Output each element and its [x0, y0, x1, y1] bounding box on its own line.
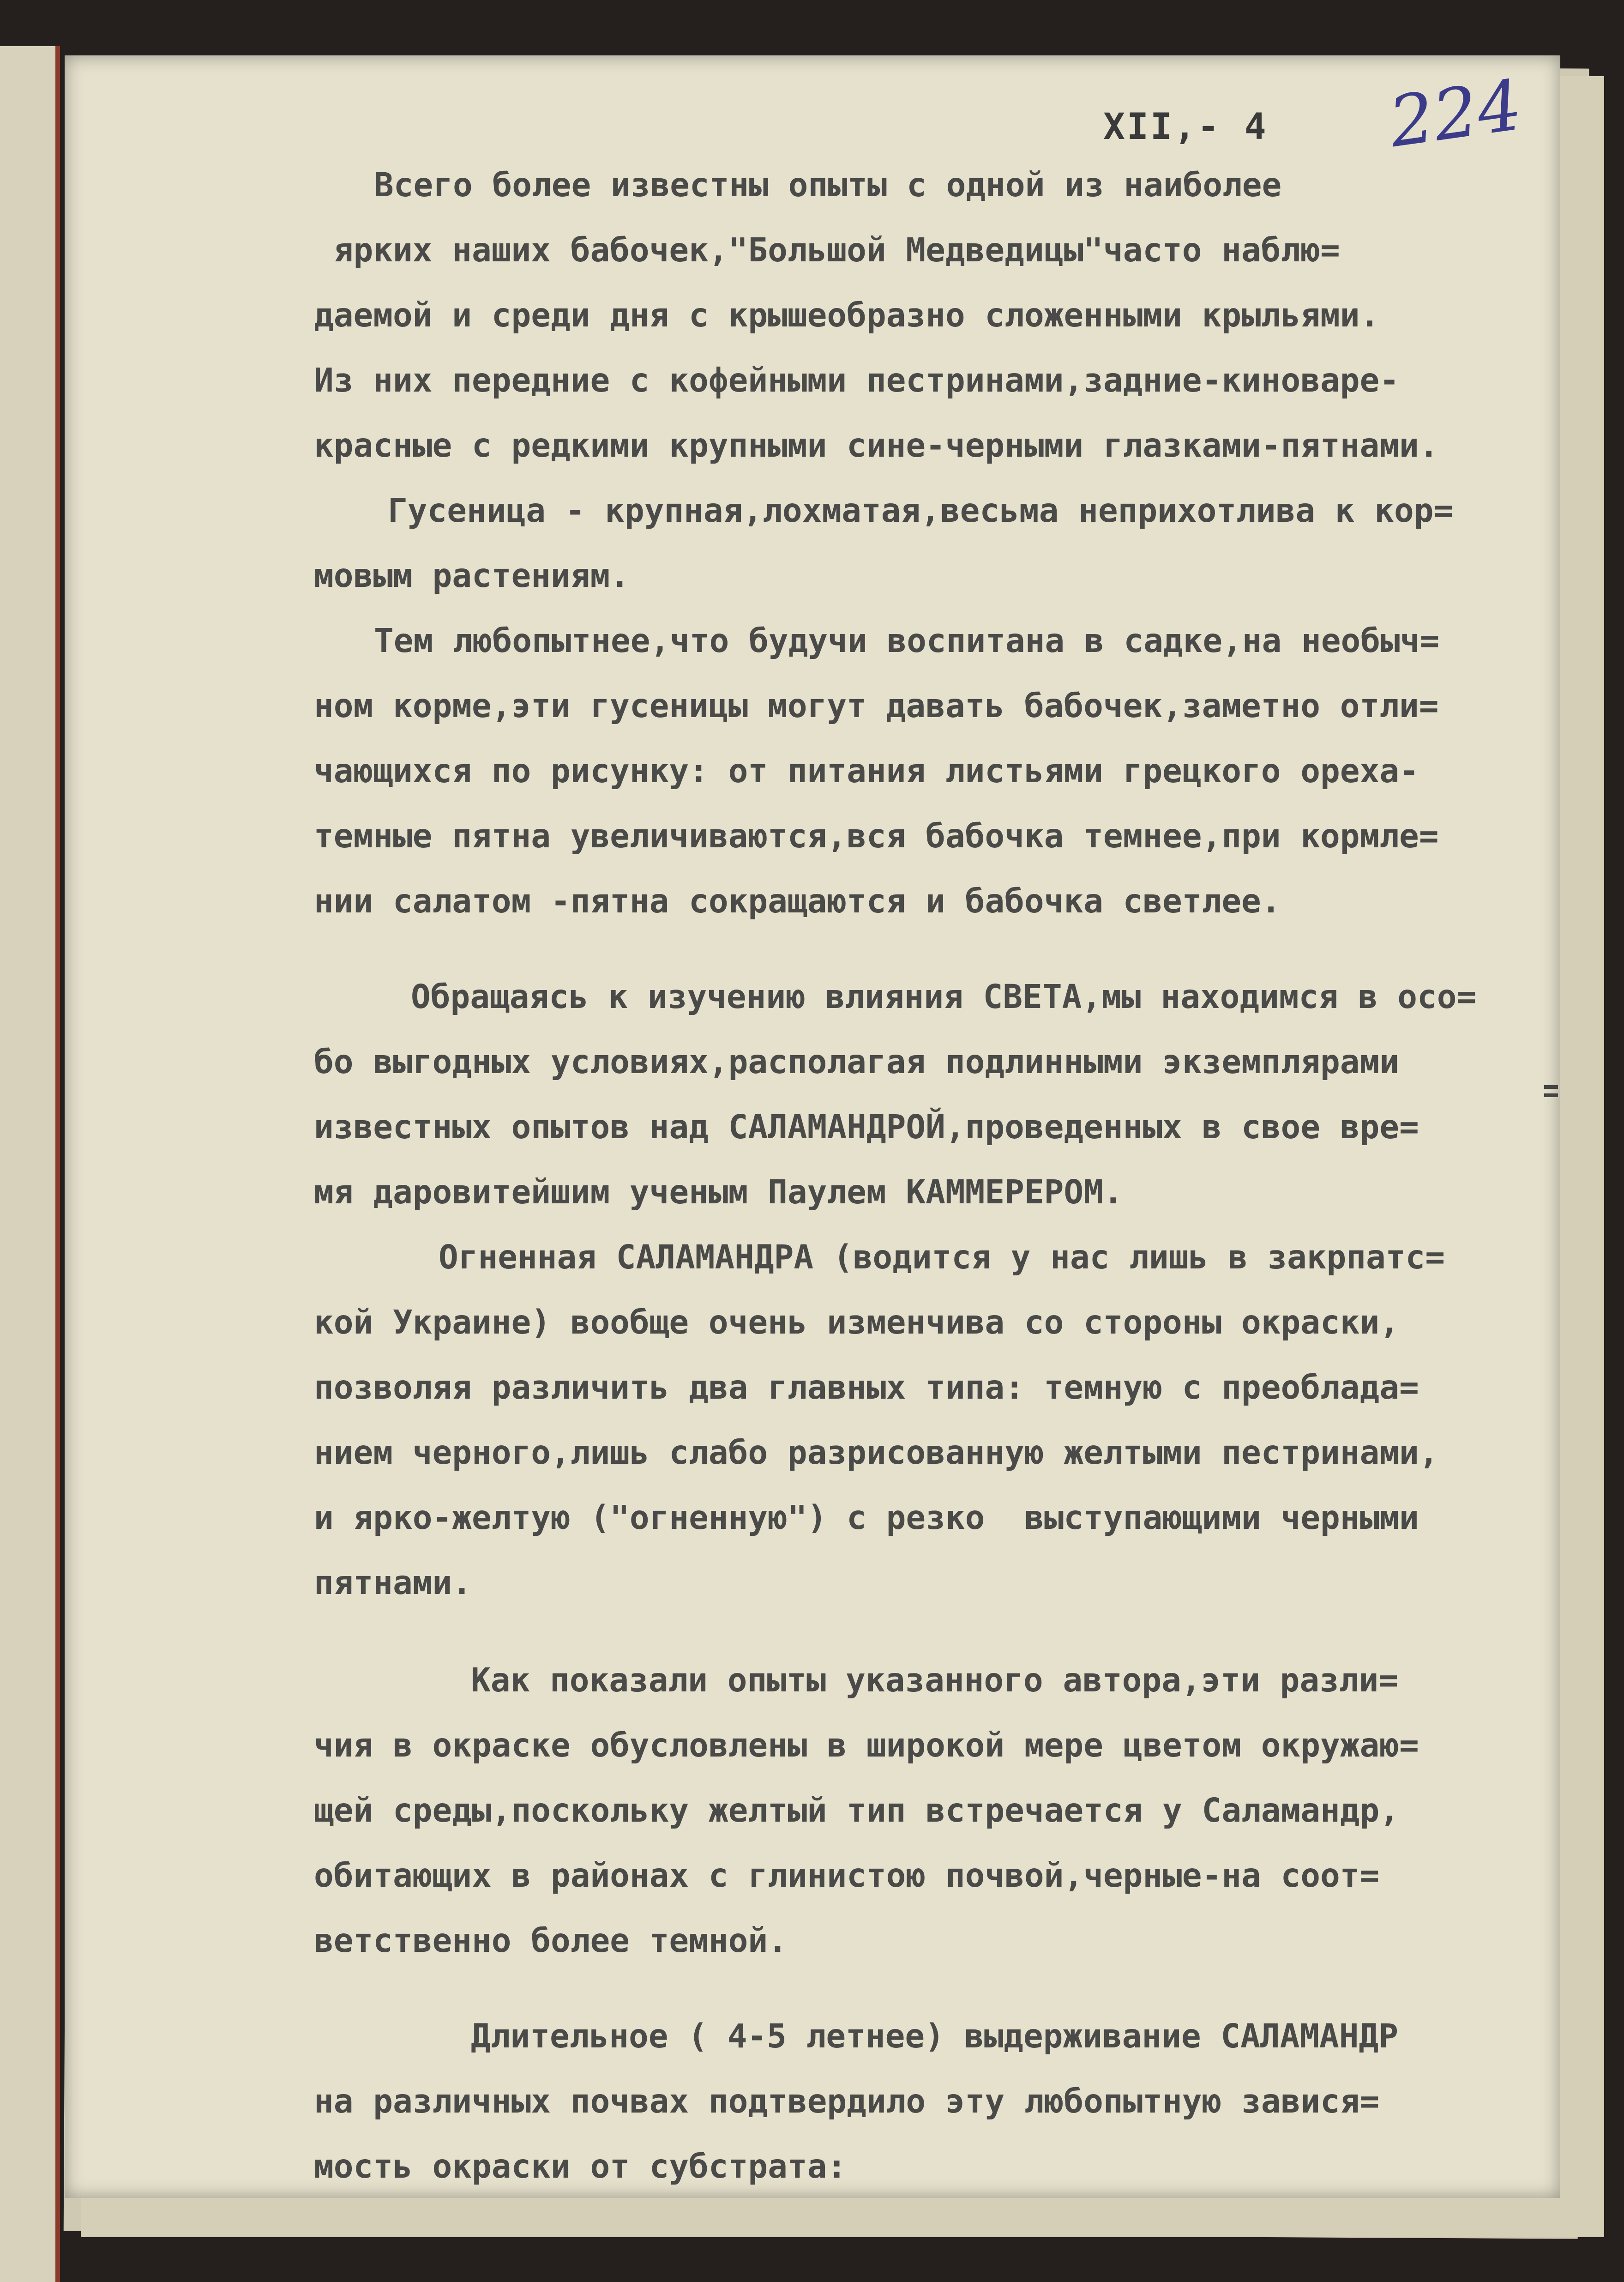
- text-line: обитающих в районах с глинистою почвой,черные-на соот=: [314, 1856, 1380, 1895]
- paragraph: [314, 1648, 1533, 1973]
- text-line: нием черного,лишь слабо разрисованную желтыми пестринами,: [314, 1433, 1439, 1472]
- text-line: ярких наших бабочек,"Большой Медведицы"часто наблю=: [314, 231, 1340, 269]
- text-line: Огненная САЛАМАНДРА (водится у нас лишь в закрпатс=: [439, 1238, 1445, 1276]
- page-number: XII,- 4: [1103, 106, 1268, 148]
- text-line: Длительное ( 4-5 летнее) выдерживание САЛАМАНДР: [471, 2017, 1399, 2055]
- text-line: щей среды,поскольку желтый тип встречается у Саламандр,: [314, 1791, 1400, 1829]
- text-line: даемой и среди дня с крышеобразно сложенными крыльями.: [314, 296, 1380, 334]
- text-line: мость окраски от субстрата:: [314, 2147, 847, 2185]
- text-line: темные пятна увеличиваются,вся бабочка темнее,при кормле=: [314, 817, 1439, 855]
- text-line: чия в окраске обусловлены в широкой мере цветом окружаю=: [314, 1726, 1419, 1764]
- text-line: чающихся по рисунку: от питания листьями грецкого ореха-: [314, 752, 1419, 790]
- text-line: ном корме,эти гусеницы могут давать бабочек,заметно отли=: [314, 687, 1439, 725]
- text-line: Как показали опыты указанного автора,эти разли=: [471, 1661, 1399, 1699]
- text-line: бо выгодных условиях,располагая подлинными экземплярами: [314, 1043, 1400, 1081]
- text-line: красные с редкими крупными сине-черными глазками-пятнами.: [314, 426, 1439, 465]
- left-page-edge: [0, 46, 60, 2282]
- paragraph: [314, 152, 1533, 478]
- text-line: на различных почвах подтвердило эту любопытную завися=: [314, 2082, 1380, 2120]
- paragraph: [314, 478, 1533, 608]
- text-line: и ярко-желтую ("огненную") с резко выступающими черными: [314, 1498, 1419, 1537]
- text-line: известных опытов над САЛАМАНДРОЙ,проведенных в свое вре=: [314, 1108, 1419, 1146]
- archive-stamp-number: 224: [1384, 65, 1527, 163]
- text-line: Тем любопытнее,что будучи воспитана в садке,на необыч=: [374, 622, 1440, 660]
- text-line: нии салатом -пятна сокращаются и бабочка светлее.: [314, 882, 1281, 920]
- text-line: кой Украине) вообще очень изменчива со стороны окраски,: [314, 1303, 1400, 1341]
- typed-text-body: [314, 152, 1533, 2199]
- spacer: [314, 1615, 1533, 1648]
- paragraph: [314, 608, 1533, 934]
- text-line: ветственно более темной.: [314, 1921, 788, 1960]
- paragraph: [314, 1225, 1533, 1615]
- text-line: Обращаясь к изучению влияния СВЕТА,мы находимся в осо=: [411, 978, 1477, 1016]
- text-line: пятнами.: [314, 1564, 472, 1602]
- paragraph: [314, 2004, 1533, 2199]
- margin-mark: [1544, 1085, 1558, 1089]
- text-line: мя даровитейшим ученым Паулем КАММЕРЕРОМ.: [314, 1173, 1123, 1211]
- spacer: [314, 934, 1533, 964]
- text-line: Гусеница - крупная,лохматая,весьма неприхотлива к кор=: [388, 491, 1454, 530]
- text-line: Из них передние с кофейными пестринами,задние-киноваре-: [314, 361, 1400, 399]
- text-line: Всего более известны опыты с одной из наиболее: [374, 166, 1282, 204]
- spacer: [314, 1973, 1533, 2004]
- text-line: мовым растениям.: [314, 556, 630, 595]
- text-line: позволяя различить два главных типа: темную с преоблада=: [314, 1368, 1419, 1407]
- paragraph: [314, 964, 1533, 1225]
